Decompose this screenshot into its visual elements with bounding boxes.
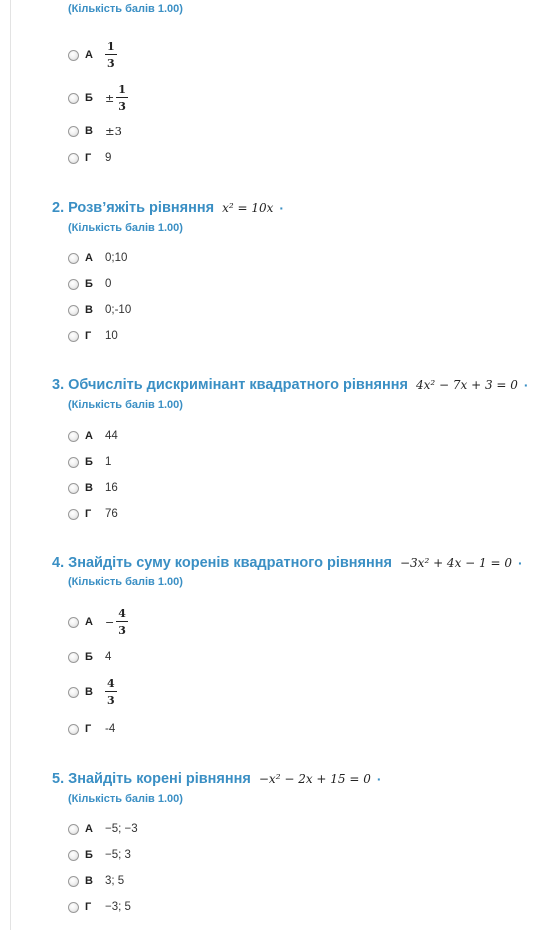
option-value: 0;-10	[105, 304, 132, 316]
option-value: 0;10	[105, 252, 128, 264]
radio-button[interactable]	[68, 457, 79, 468]
radio-button[interactable]	[68, 253, 79, 264]
radio-button[interactable]	[68, 652, 79, 663]
question-text: 4. Знайдіть суму коренів квадратного рівняння	[52, 555, 392, 571]
radio-button[interactable]	[68, 876, 79, 887]
option-value: −5; 3	[105, 849, 131, 861]
radio-button[interactable]	[68, 50, 79, 61]
question-formula: −x² − 2x + 15 = 0	[258, 772, 371, 786]
fraction-numerator: 1	[107, 40, 115, 53]
q2-option-d[interactable]	[68, 330, 118, 342]
question-dot: ·	[517, 555, 523, 571]
option-letter: А	[85, 823, 93, 835]
question-formula: −3x² + 4x − 1 = 0	[399, 556, 512, 570]
fraction-numerator: 4	[118, 607, 126, 620]
option-letter: В	[85, 875, 93, 887]
question-text: 3. Обчисліть дискримінант квадратного рівняння	[52, 377, 408, 393]
radio-button[interactable]	[68, 850, 79, 861]
option-value: 9	[105, 152, 112, 164]
option-letter: Г	[85, 508, 92, 520]
option-letter: Г	[85, 723, 92, 735]
option-fraction	[105, 41, 117, 69]
q3-option-d[interactable]	[68, 508, 118, 520]
q2-title	[52, 200, 284, 216]
question-text: 2. Розв’яжіть рівняння	[52, 200, 215, 216]
option-value: -4	[105, 723, 116, 735]
option-letter: А	[85, 49, 93, 61]
option-letter: Б	[85, 278, 93, 290]
option-value: −3; 5	[105, 901, 131, 913]
question-formula: 4x² − 7x + 3 = 0	[415, 378, 518, 392]
q1-option-d[interactable]	[68, 152, 111, 164]
option-value: −5; −3	[105, 823, 138, 835]
q1-points: (Кількість балів 1.00)	[68, 3, 183, 15]
q3-points: (Кількість балів 1.00)	[68, 399, 183, 411]
q3-option-a[interactable]	[68, 430, 118, 442]
q3-option-b[interactable]	[68, 456, 111, 468]
option-value: 0	[105, 278, 112, 290]
fraction-denominator: 3	[118, 624, 126, 637]
q1-option-c[interactable]	[68, 124, 122, 138]
fraction-denominator: 3	[107, 57, 115, 70]
radio-button[interactable]	[68, 331, 79, 342]
option-value: ±3	[105, 124, 122, 138]
radio-button[interactable]	[68, 431, 79, 442]
radio-button[interactable]	[68, 509, 79, 520]
option-value: 76	[105, 508, 118, 520]
q1-option-a[interactable]	[68, 41, 117, 69]
question-text: 5. Знайдіть корені рівняння	[52, 771, 251, 787]
q2-option-a[interactable]	[68, 252, 127, 264]
radio-button[interactable]	[68, 902, 79, 913]
option-letter: А	[85, 430, 93, 442]
q4-option-d[interactable]	[68, 723, 115, 735]
radio-button[interactable]	[68, 724, 79, 735]
page-left-border	[10, 0, 11, 930]
q5-points: (Кількість балів 1.00)	[68, 793, 183, 805]
radio-button[interactable]	[68, 617, 79, 628]
option-letter: Г	[85, 901, 92, 913]
fraction-numerator: 1	[118, 83, 126, 96]
option-letter: Б	[85, 92, 93, 104]
option-fraction	[116, 608, 128, 636]
option-letter: А	[85, 616, 93, 628]
option-fraction	[116, 84, 128, 112]
option-sign: −	[105, 615, 115, 629]
option-letter: Г	[85, 152, 92, 164]
q3-title	[52, 377, 529, 393]
radio-button[interactable]	[68, 93, 79, 104]
fraction-denominator: 3	[118, 100, 126, 113]
option-fraction	[105, 678, 117, 706]
q2-points: (Кількість балів 1.00)	[68, 222, 183, 234]
q5-option-a[interactable]	[68, 823, 138, 835]
radio-button[interactable]	[68, 687, 79, 698]
q5-option-c[interactable]	[68, 875, 124, 887]
q2-option-b[interactable]	[68, 278, 111, 290]
q5-title	[52, 771, 382, 787]
question-dot: ·	[523, 377, 529, 393]
fraction-denominator: 3	[107, 694, 115, 707]
option-value: 10	[105, 330, 118, 342]
option-letter: В	[85, 686, 93, 698]
q2-option-c[interactable]	[68, 304, 131, 316]
radio-button[interactable]	[68, 126, 79, 137]
q3-option-c[interactable]	[68, 482, 118, 494]
option-value: 1	[105, 456, 112, 468]
radio-button[interactable]	[68, 305, 79, 316]
q5-option-b[interactable]	[68, 849, 131, 861]
option-value: 3; 5	[105, 875, 125, 887]
question-dot: ·	[376, 771, 382, 787]
option-sign: ±	[105, 91, 115, 105]
option-value: 16	[105, 482, 118, 494]
radio-button[interactable]	[68, 279, 79, 290]
fraction-numerator: 4	[107, 677, 115, 690]
q5-option-d[interactable]	[68, 901, 131, 913]
option-letter: В	[85, 125, 93, 137]
q4-points: (Кількість балів 1.00)	[68, 576, 183, 588]
option-letter: Г	[85, 330, 92, 342]
radio-button[interactable]	[68, 153, 79, 164]
q4-option-a[interactable]	[68, 608, 128, 636]
q1-option-b[interactable]	[68, 84, 128, 112]
radio-button[interactable]	[68, 483, 79, 494]
question-dot: ·	[279, 200, 285, 216]
option-letter: В	[85, 304, 93, 316]
option-letter: А	[85, 252, 93, 264]
option-letter: Б	[85, 456, 93, 468]
option-value: 44	[105, 430, 118, 442]
radio-button[interactable]	[68, 824, 79, 835]
q4-title	[52, 555, 523, 571]
q4-option-b[interactable]	[68, 651, 111, 663]
q4-option-c[interactable]	[68, 678, 117, 706]
option-letter: Б	[85, 651, 93, 663]
option-value: 4	[105, 651, 112, 663]
question-formula: x² = 10x	[222, 201, 274, 215]
option-letter: Б	[85, 849, 93, 861]
option-letter: В	[85, 482, 93, 494]
